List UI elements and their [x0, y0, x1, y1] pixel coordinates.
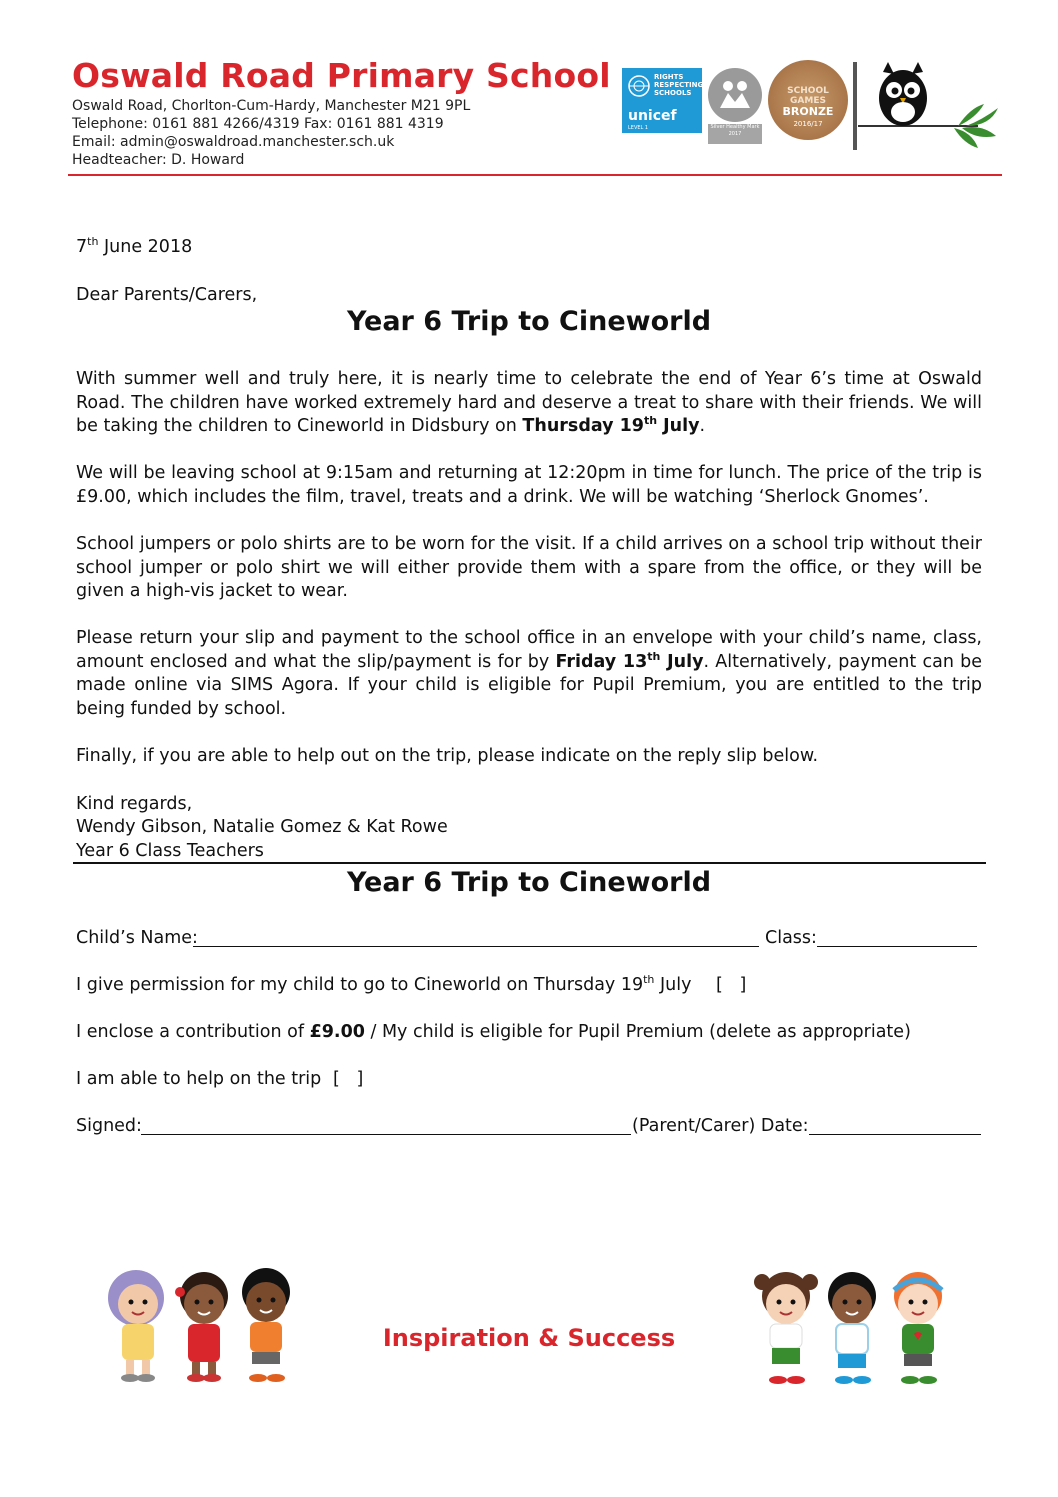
healthy-school-caption: Silver Healthy Mark 2017	[708, 124, 762, 144]
paragraph-payment: Please return your slip and payment to the school office in an envelope with your child’s name, class, amount enclosed and what the slip/payment is for by Friday 13th July. Alternatively, payment can be made online via SIMS Agora. If your child is eligible for Pupil Premium, you are entitled to the trip being funded by school.	[76, 628, 983, 719]
letter-title: Year 6 Trip to Cineworld	[346, 306, 712, 337]
paragraph-help: Finally, if you are able to help out on the trip, please indicate on the reply slip below.	[76, 746, 819, 766]
slip-cut-rule	[73, 862, 986, 864]
signer-role: Year 6 Class Teachers	[76, 841, 264, 861]
school-name: Oswald Road Primary School	[72, 56, 611, 95]
class-field[interactable]	[817, 946, 977, 947]
games-bronze-label: BRONZE	[782, 105, 834, 118]
children-illustration-right	[748, 1264, 964, 1388]
school-phone: Telephone: 0161 881 4266/4319 Fax: 0161 881 4319	[72, 116, 444, 132]
paragraph-intro: With summer well and truly here, it is nearly time to celebrate the end of Year 6’s time at Oswald Road. The children have worked extremely hard and deserve a treat to share with their friends. We will be taking the children to Cineworld in Didsbury on Thursday 19th July.	[76, 369, 982, 436]
school-email: Email: admin@oswaldroad.manchester.sch.uk	[72, 134, 395, 150]
games-top-label: SCHOOL GAMES	[787, 86, 829, 106]
school-games-badge	[768, 60, 848, 140]
parent-date-label: (Parent/Carer) Date:	[632, 1116, 809, 1136]
school-address: Oswald Road, Chorlton-Cum-Hardy, Manchester M21 9PL	[72, 98, 471, 114]
owl-on-branch-icon	[858, 60, 1008, 160]
header-divider	[853, 62, 857, 150]
permission-checkbox[interactable]: [ ]	[716, 975, 747, 995]
help-text: I am able to help on the trip	[76, 1069, 322, 1089]
header-rule	[68, 174, 1002, 176]
signers: Wendy Gibson, Natalie Gomez & Kat Rowe	[76, 817, 448, 837]
date-field[interactable]	[809, 1134, 981, 1135]
people-icon	[708, 68, 762, 122]
healthy-school-badge	[708, 68, 762, 122]
paragraph-uniform: School jumpers or polo shirts are to be worn for the visit. If a child arrives on a school trip without their school jumper or polo shirt we will either provide them with a spare from the office, or they will be given a high-vis jacket to wear.	[76, 534, 982, 601]
games-year-label: 2016/17	[793, 120, 823, 128]
signature-field[interactable]	[141, 1134, 631, 1135]
class-label: Class:	[765, 928, 817, 948]
slip-title: Year 6 Trip to Cineworld	[346, 867, 712, 898]
globe-icon	[627, 74, 651, 98]
help-checkbox[interactable]: [ ]	[333, 1069, 364, 1089]
contribution-text: I enclose a contribution of £9.00 / My child is eligible for Pupil Premium (delete as appropriate)	[76, 1022, 911, 1042]
rights-respecting-badge	[622, 68, 702, 133]
school-motto: Inspiration & Success	[382, 1324, 676, 1352]
signed-label: Signed:	[76, 1116, 142, 1136]
letter-greeting: Dear Parents/Carers,	[76, 285, 258, 305]
closing: Kind regards,	[76, 794, 193, 814]
paragraph-times: We will be leaving school at 9:15am and returning at 12:20pm in time for lunch. The price of the trip is £9.00, which includes the film, travel, treats and a drink. We will be watching ‘Sherlock Gnomes’.	[76, 463, 982, 507]
headteacher: Headteacher: D. Howard	[72, 152, 245, 168]
unicef-label: unicef	[628, 108, 677, 124]
permission-text: I give permission for my child to go to Cineworld on Thursday 19th July	[76, 973, 692, 995]
letter-date: 7th June 2018	[76, 235, 193, 257]
level-label: LEVEL 1	[628, 125, 649, 131]
rights-respecting-label: RIGHTS RESPECTING SCHOOLS	[654, 73, 704, 97]
child-name-field[interactable]	[193, 946, 759, 947]
child-name-label: Child’s Name:	[76, 928, 198, 948]
